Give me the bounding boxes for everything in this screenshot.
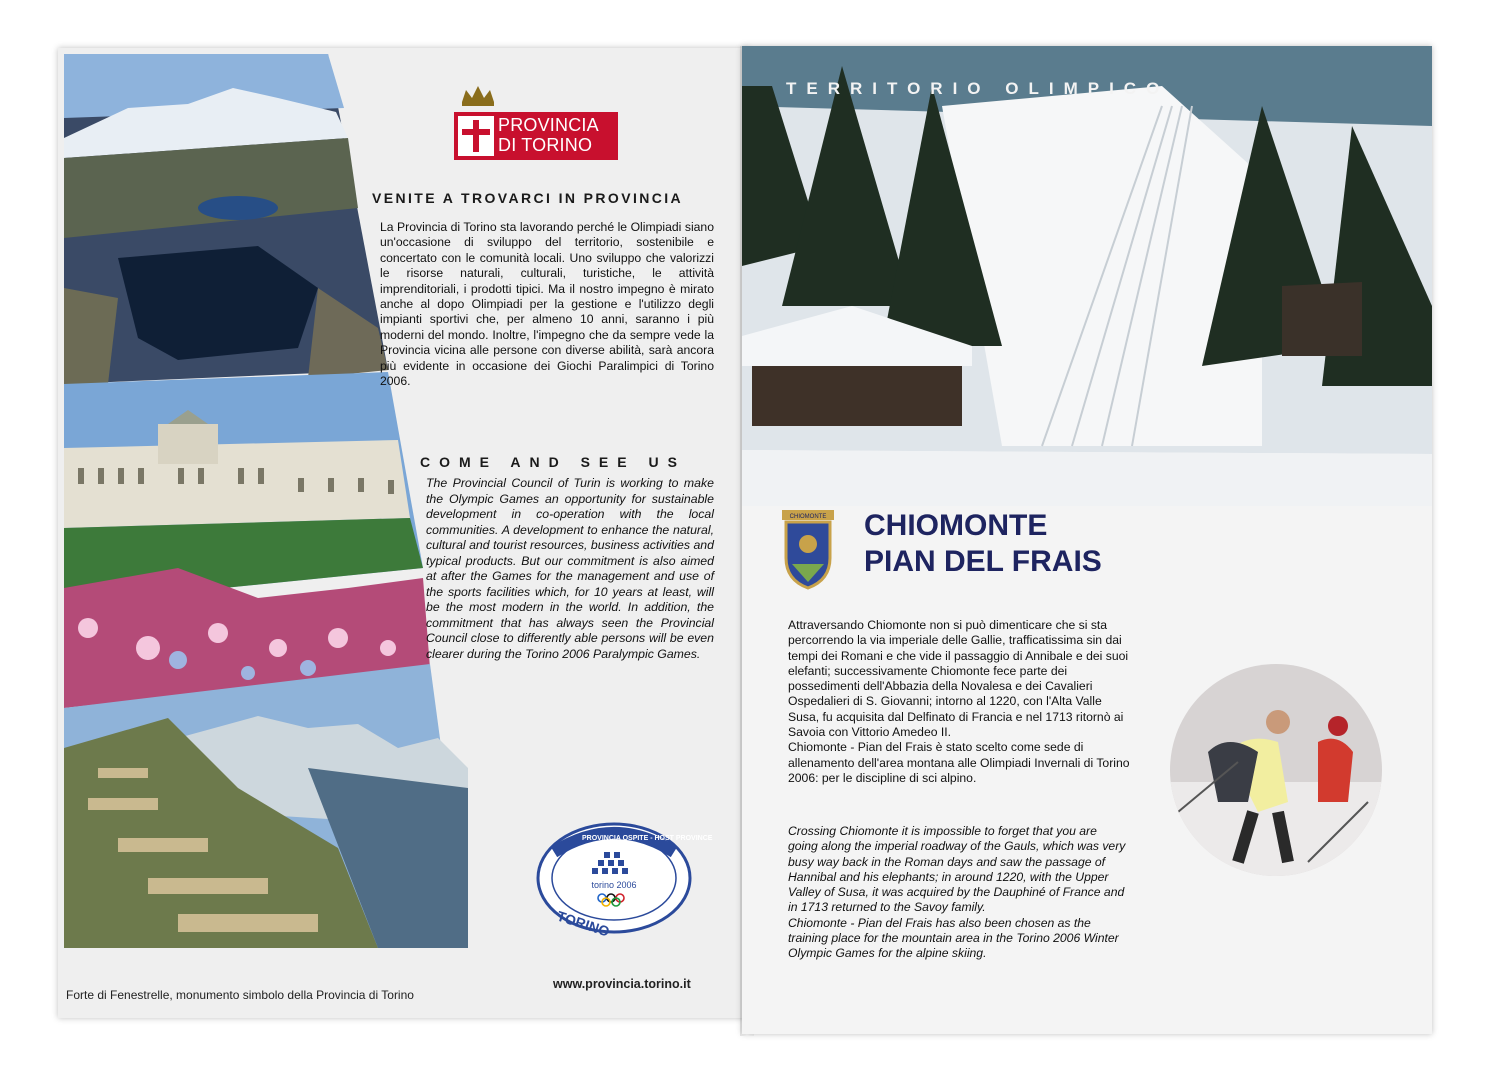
logo-ring-text: PROVINCIA OSPITE - HOST PROVINCE	[582, 835, 713, 842]
photo-collage	[58, 48, 478, 978]
italian-history-text: Attraversando Chiomonte non si può dimenticare che si sta percorrendo la via imperiale delle Gallie, trafficatissima sin dai tempi dei Romani e che vide il passaggio di Annibale e dei suoi elefanti; successivamente Chiomonte fece parte dei possedimenti dell'Abbazia della Novalesa e dei Cavalieri Ospedalieri di S. Giovanni; intorno al 1220, con l'Alta Valle Susa, fu acquisita dal Delfinato di Francia e nel 1713 ritornò ai Savoia con Vittorio Amedeo II.	[788, 618, 1129, 740]
english-olympic-text: Chiomonte - Pian del Frais has also been chosen as the training place for the mountain area in the Torino 2006 Winter Olympic Games for the alpine skiing.	[788, 915, 1119, 961]
website-link[interactable]: www.provincia.torino.it	[553, 977, 691, 991]
photo-caption: Forte di Fenestrelle, monumento simbolo della Provincia di Torino	[66, 988, 414, 1002]
torino-2006-host-logo	[534, 818, 713, 940]
english-history-paragraph	[788, 824, 1130, 962]
logo-torino2006: torino 2006	[591, 880, 637, 890]
italian-paragraph: La Provincia di Torino sta lavorando perché le Olimpiadi siano un'occasione di sviluppo del territorio, sostenibile e concertato con le comunità locali. Uno sviluppo che valorizzi le risorse naturali, culturali, turistiche, le attività imprenditoriali, i prodotti tipici. Ma il nostro impegno è mirato anche al dopo Olimpiadi per la gestione e l'utilizzo degli impianti sportivi che, per almeno 10 anni, saranno i più moderni del mondo. Inoltre, l'impegno che da sempre vede la Provincia vicina alle persone con diverse abilità, sarà ancora più evidente in occasione dei Giochi Paralimpici di Torino 2006.	[380, 220, 714, 389]
italian-heading: VENITE A TROVARCI IN PROVINCIA	[372, 190, 684, 206]
cross-shield-icon	[458, 116, 494, 156]
english-heading: COME AND SEE US	[420, 454, 686, 470]
crest-label: CHIOMONTE	[789, 514, 827, 520]
logo-torino: TORINO	[555, 907, 612, 940]
right-page	[742, 46, 1432, 1034]
provincia-logo	[454, 112, 618, 160]
brand-line-1: PROVINCIA	[498, 115, 599, 135]
chiomonte-crest-icon	[778, 508, 838, 590]
territorio-banner: TERRITORIO OLIMPICO	[786, 79, 1170, 98]
crown-icon	[458, 84, 498, 108]
english-history-text: Crossing Chiomonte it is impossible to forget that you are going along the imperial roadway of the Gauls, which was very busy way back in the Roman days and saw the passage of Hannibal and his elephants; in around 1220, with the Upper Valley of Susa, it was acquired by the Dauphiné of France and in 1713 returned to the Savoy family.	[788, 824, 1126, 915]
english-paragraph: The Provincial Council of Turin is working to make the Olympic Games an opportunity for sustainable development in co-operation with the local communities. A development to enhance the natural, cultural and tourist resources, business activities and typical products. But our commitment is also aimed at after the Games for the management and use of the sports facilities which, for 10 years at least, will be the most modern in the world. In addition, the commitment that has always seen the Provincial Council close to differently able persons will be even clearer during the Torino 2006 Paralympic Games.	[426, 476, 714, 661]
page-title	[864, 508, 1102, 580]
italian-history-paragraph	[788, 618, 1130, 786]
title-line-1: CHIOMONTE	[864, 509, 1048, 542]
ski-slope-photo	[742, 46, 1432, 506]
brand-line-2: DI TORINO	[498, 135, 593, 155]
title-line-2: PIAN DEL FRAIS	[864, 545, 1102, 578]
italian-olympic-text: Chiomonte - Pian del Frais è stato scelto come sede di allenamento dell'area montana alle Olimpiadi Invernali di Torino 2006: per le discipline di sci alpino.	[788, 740, 1130, 785]
skiers-photo	[1168, 662, 1384, 878]
left-page	[58, 48, 748, 1018]
